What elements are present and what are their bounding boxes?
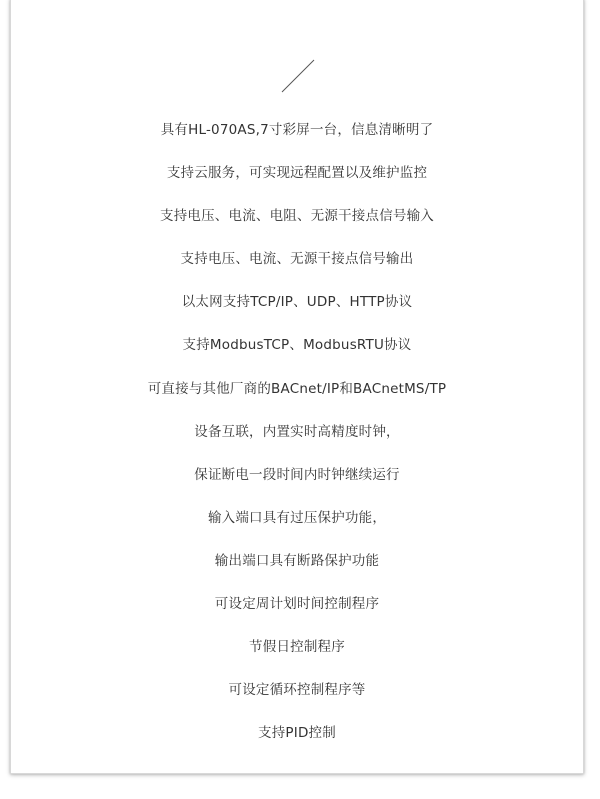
feature-item: 可设定循环控制程序等 (228, 682, 366, 699)
slash-divider-icon (281, 59, 315, 93)
feature-item: 支持电压、电流、电阻、无源干接点信号输入 (160, 208, 434, 225)
content-card (10, 0, 584, 774)
feature-item: 节假日控制程序 (249, 639, 345, 656)
feature-item: 支持PID控制 (258, 725, 336, 742)
feature-item: 具有HL-070AS,7寸彩屏一台，信息清晰明了 (160, 122, 434, 138)
feature-item: 输出端口具有断路保护功能 (214, 552, 380, 569)
feature-item: 设备互联，内置实时高精度时钟， (194, 423, 400, 440)
feature-item: 输入端口具有过压保护功能， (207, 509, 387, 526)
feature-item: 支持电压、电流、无源干接点信号输出 (180, 251, 414, 268)
feature-item: 保证断电一段时间内时钟继续运行 (194, 466, 400, 483)
feature-item: 支持ModbusTCP、ModbusRTU协议 (182, 337, 412, 354)
feature-item: 可设定周计划时间控制程序 (214, 596, 380, 613)
feature-item: 可直接与其他厂商的BACnet/IP和BACnetMS/TP (147, 380, 447, 397)
feature-item: 支持云服务，可实现远程配置以及维护监控 (166, 165, 428, 182)
feature-item: 以太网支持TCP/IP、UDP、HTTP协议 (181, 294, 413, 311)
feature-list (11, 117, 583, 763)
